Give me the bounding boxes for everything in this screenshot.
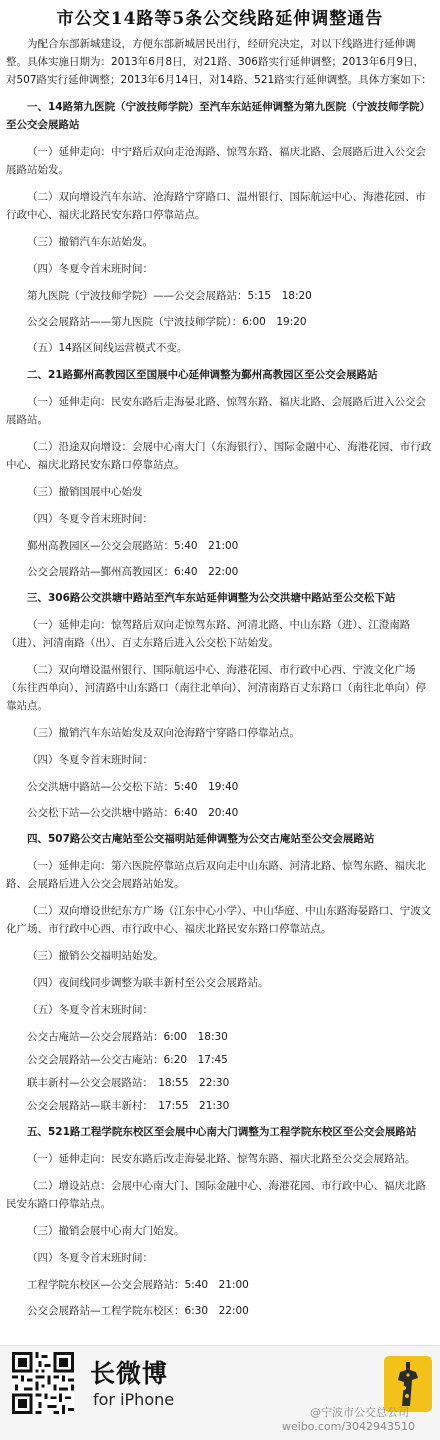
section-heading: 五、521路工程学院东校区至会展中心南大门调整为工程学院东校区至公交会展路站 — [27, 1126, 417, 1138]
section-item: （二）沿途双向增设：会展中心南大门（东海银行）、国际金融中心、海港花园、市行政中心、福庆北路民安东路口停靠站点。 — [6, 441, 432, 471]
schedule-line: 公交洪塘中路站—公交松下站：5:40 19:40 — [27, 781, 239, 793]
section-item: （四）冬夏令首末班时间： — [27, 513, 153, 525]
schedule-line: 公交会展路站——第九医院（宁波技师学院）：6:00 19:20 — [27, 316, 307, 328]
schedule-line: 公交会展路站—工程学院东校区：6:30 22:00 — [27, 1305, 249, 1317]
section-heading: 二、21路鄞州高教园区至国展中心延伸调整为鄞州高教园区至公交会展路站 — [27, 369, 378, 381]
section-item: （二）双向增设世纪东方广场（江东中心小学）、中山华庭、中山东路海晏路口、宁波文化广场、市行政中心西、市行政中心、福庆北路民安东路口停靠站点。 — [6, 905, 432, 935]
section-item: （五）14路区间线运营模式不变。 — [27, 342, 188, 354]
schedule-line: 公交古庵站—公交会展路站：6:00 18:30 — [27, 1031, 228, 1043]
section-item: （三）撤销公交福明站始发。 — [27, 950, 164, 962]
section-item: （四）夜间线同步调整为联丰新村至公交会展路站。 — [27, 977, 269, 989]
watermark-url: weibo.com/3042943510 — [282, 1420, 416, 1433]
section-item: （一）延伸走向：民安东路后改走海晏北路、惊驾东路、福庆北路至公交会展路站。 — [27, 1153, 416, 1165]
section-item: （三）撤销会展中心南大门始发。 — [27, 1225, 185, 1237]
section-item: （一）延伸走向：惊驾路后双向走惊驾东路、河清北路、中山东路（进）、江澄南路（进）、河清南路（出）、百丈东路后进入公交松下站始发。 — [6, 619, 411, 649]
notice-document — [6, 8, 434, 1328]
section-heading: 一、14路第九医院（宁波技师学院）至汽车东站延伸调整为第九医院（宁波技师学院）至公交会展路站 — [6, 101, 431, 131]
intro-paragraph: 为配合东部新城建设，方便东部新城居民出行，经研究决定，对以下线路进行延伸调整。具体实施日期为：2013年6月8日，对21路、306路实行延伸调整；2013年6月9日，对507路实行延伸调整；2013年6月14日，对14路、521路实行延伸调整。具体方案如下： — [6, 38, 432, 86]
section-5 — [6, 1123, 434, 1320]
section-item: （四）冬夏令首末班时间： — [27, 754, 153, 766]
section-item: （四）冬夏令首末班时间： — [27, 263, 153, 275]
section-item: （四）冬夏令首末班时间： — [27, 1252, 153, 1264]
schedule-line: 公交会展路站—公交古庵站：6:20 17:45 — [27, 1054, 228, 1066]
section-item: （一）延伸走向：民安东路后走海晏北路、惊驾东路、福庆北路、会展路后进入公交会展路站。 — [6, 396, 426, 426]
section-item: （一）延伸走向：中宁路后双向走沧海路、惊驾东路、福庆北路、会展路后进入公交会展路站始发。 — [6, 146, 426, 176]
schedule-line: 公交会展路站—联丰新村： 17:55 21:30 — [27, 1100, 230, 1112]
section-1 — [6, 98, 434, 357]
section-4 — [6, 830, 434, 1115]
brand-title: 长微博 — [90, 1359, 169, 1388]
section-item: （一）延伸走向：第六医院停靠站点后双向走中山东路、河清北路、惊驾东路、福庆北路、会展路后进入公交会展路站始发。 — [6, 860, 426, 890]
section-item: （三）撤销汽车东站始发及双向沧海路宁穿路口停靠站点。 — [27, 727, 300, 739]
schedule-line: 第九医院（宁波技师学院）——公交会展路站：5:15 18:20 — [27, 290, 312, 302]
schedule-line: 联丰新村—公交会展路站： 18:55 22:30 — [27, 1077, 230, 1089]
watermark-user: @宁波市公交总公司 — [310, 1406, 409, 1419]
schedule-line: 工程学院东校区—公交会展路站：5:40 21:00 — [27, 1279, 249, 1291]
schedule-line: 公交松下站—公交洪塘中路站：6:40 20:40 — [27, 807, 239, 819]
section-item: （三）撤销国展中心始发 — [27, 486, 143, 498]
section-item: （二）增设站点：会展中心南大门、国际金融中心、海港花园、市行政中心、福庆北路民安东路口停靠站点。 — [6, 1180, 426, 1210]
brand-subtitle: for iPhone — [93, 1390, 175, 1409]
section-item: （三）撤销汽车东站始发。 — [27, 236, 153, 248]
section-3 — [6, 589, 434, 822]
section-heading: 三、306路公交洪塘中路站至汽车东站延伸调整为公交洪塘中路站至公交松下站 — [27, 592, 396, 604]
section-2 — [6, 366, 434, 581]
footer-bar — [0, 1345, 440, 1440]
section-item: （二）双向增设汽车东站、沧海路宁穿路口、温州银行、国际航运中心、海港花园、市行政中心、福庆北路民安东路口停靠站点。 — [6, 191, 426, 221]
page-title: 市公交14路等5条公交线路延伸调整通告 — [56, 9, 384, 29]
qr-code-icon[interactable] — [12, 1352, 74, 1414]
section-item: （五）冬夏令首末班时间： — [27, 1004, 153, 1016]
schedule-line: 公交会展路站—鄞州高教园区：6:40 22:00 — [27, 566, 239, 578]
section-item: （二）双向增设温州银行、国际航运中心、海港花园、市行政中心西、宁波文化广场（东往西单向）、河清路中山东路口（南往北单向）、河清南路百丈东路口（南往北单向）停靠站点。 — [6, 664, 426, 712]
schedule-line: 鄞州高教园区—公交会展路站：5:40 21:00 — [27, 540, 239, 552]
section-heading: 四、507路公交古庵站至公交福明站延伸调整为公交古庵站至公交会展路站 — [27, 833, 375, 845]
